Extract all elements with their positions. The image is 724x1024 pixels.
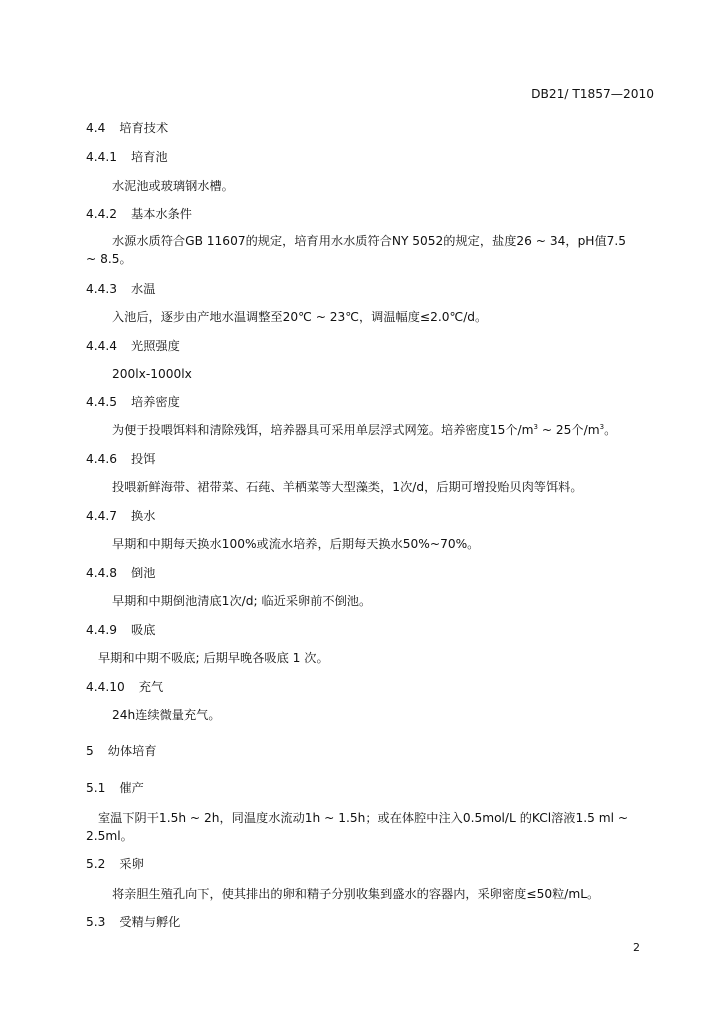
section-title: 光照强度 — [131, 339, 180, 353]
section-heading-4-4-3 — [86, 281, 155, 297]
section-title: 充气 — [138, 680, 164, 694]
body-text: 为便于投喂饵料和清除残饵，培养器具可采用单层浮式网笼。培养密度15个/m — [112, 423, 534, 437]
section-number: 4.4.10 — [86, 680, 125, 694]
section-heading-4-4-10 — [86, 679, 163, 695]
section-heading-4-4 — [86, 120, 168, 136]
section-body-4-4-10: 24h连续微量充气。 — [112, 708, 221, 722]
section-number: 4.4.1 — [86, 150, 118, 164]
section-body-4-4-1: 水泥池或玻璃钢水槽。 — [112, 179, 234, 193]
section-body-4-4-3: 入池后，逐步由产地水温调整至20℃ ~ 23℃，调温幅度≤2.0℃/d。 — [112, 310, 488, 324]
section-title: 培养密度 — [131, 395, 180, 409]
section-number: 4.4.6 — [86, 452, 118, 466]
section-heading-4-4-8 — [86, 565, 155, 581]
section-title: 催产 — [119, 781, 144, 795]
section-body-5-1-line1: 室温下阴干1.5h ~ 2h，同温度水流动1h ~ 1.5h；或在体腔中注入0.5mol/L 的KCl溶液1.5 ml ~ — [98, 811, 629, 825]
body-text: 。 — [604, 423, 617, 437]
section-number: 5.2 — [86, 857, 106, 871]
section-title: 投饵 — [131, 452, 156, 466]
section-body-4-4-2-line1: 水源水质符合GB 11607的规定，培育用水水质符合NY 5052的规定，盐度26 ~ 34，pH值7.5 — [112, 234, 627, 248]
section-number: 4.4.2 — [86, 207, 118, 221]
superscript: 3 — [533, 423, 538, 431]
section-title: 换水 — [131, 509, 156, 523]
section-heading-4-4-4 — [86, 338, 180, 354]
section-title: 幼体培育 — [107, 744, 157, 758]
section-body-4-4-4: 200lx-1000lx — [112, 367, 192, 381]
section-number: 4.4.9 — [86, 623, 118, 637]
standard-code-header: DB21/ T1857—2010 — [531, 87, 654, 101]
superscript: 3 — [599, 423, 605, 431]
section-title: 水温 — [131, 282, 156, 296]
section-number: 5.1 — [86, 781, 106, 795]
section-title: 采卵 — [119, 857, 144, 871]
section-body-4-4-6: 投喂新鲜海带、裙带菜、石莼、羊栖菜等大型藻类，1次/d，后期可增投贻贝肉等饵料。 — [112, 480, 583, 494]
section-body-4-4-9: 早期和中期不吸底; 后期早晚各吸底 1 次。 — [98, 651, 329, 665]
page-number: 2 — [633, 941, 640, 954]
section-heading-5-3 — [86, 914, 180, 930]
section-heading-5-2 — [86, 856, 144, 872]
section-number: 4.4 — [86, 121, 106, 135]
section-number: 5.3 — [86, 915, 106, 929]
section-body-4-4-2-line2: ~ 8.5。 — [86, 252, 132, 266]
section-body-4-4-8: 早期和中期倒池清底1次/d; 临近采卵前不倒池。 — [112, 594, 372, 608]
section-body-4-4-7: 早期和中期每天换水100%或流水培养，后期每天换水50%~70%。 — [112, 537, 480, 551]
section-heading-4-4-9 — [86, 622, 155, 638]
section-number: 4.4.5 — [86, 395, 118, 409]
section-heading-4-4-5 — [86, 394, 180, 410]
section-title: 培育技术 — [119, 121, 169, 135]
section-title: 倒池 — [131, 566, 156, 580]
section-heading-5-1 — [86, 780, 144, 796]
section-heading-4-4-1 — [86, 149, 168, 165]
section-number: 4.4.3 — [86, 282, 118, 296]
section-heading-5 — [86, 743, 157, 759]
section-title: 受精与孵化 — [119, 915, 181, 929]
section-title: 基本水条件 — [131, 207, 192, 221]
section-heading-4-4-6 — [86, 451, 155, 467]
section-body-4-4-5 — [112, 422, 616, 438]
section-title: 吸底 — [131, 623, 156, 637]
section-number: 4.4.7 — [86, 509, 118, 523]
section-body-5-1-line2: 2.5ml。 — [86, 829, 133, 843]
section-number: 4.4.4 — [86, 339, 118, 353]
section-heading-4-4-7 — [86, 508, 155, 524]
body-text: ~ 25个/m — [537, 423, 600, 437]
section-number: 5 — [86, 744, 94, 758]
section-body-5-2: 将亲胆生殖孔向下，使其排出的卵和精子分别收集到盛水的容器内，采卵密度≤50粒/mL。 — [112, 887, 600, 901]
section-number: 4.4.8 — [86, 566, 118, 580]
section-heading-4-4-2 — [86, 206, 192, 222]
section-title: 培育池 — [131, 150, 168, 164]
